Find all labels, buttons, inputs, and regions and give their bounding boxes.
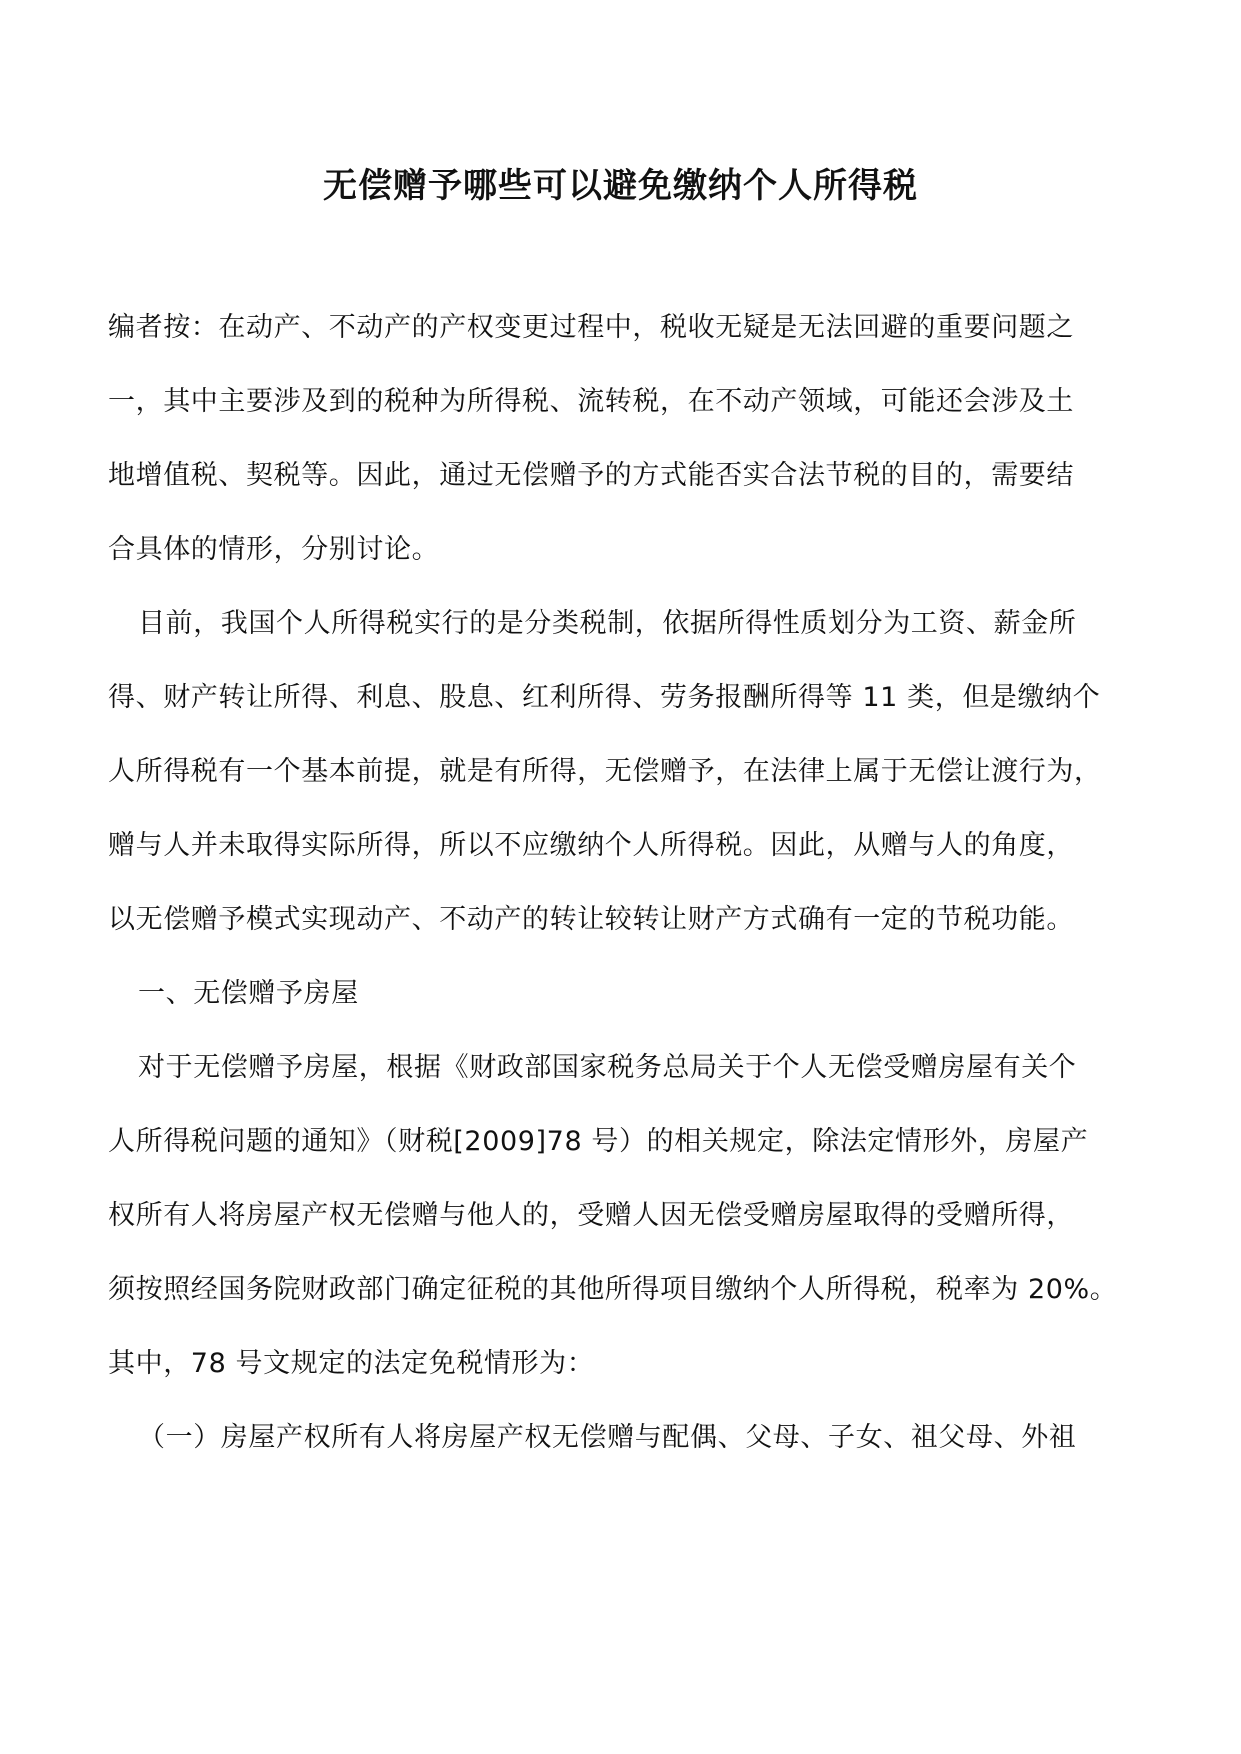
paragraph-line: 其中，78 号文规定的法定免税情形为：	[108, 1348, 595, 1379]
paragraph-line: 合具体的情形，分别讨论。	[108, 534, 440, 565]
paragraph-line: 得、财产转让所得、利息、股息、红利所得、劳务报酬所得等 11 类，但是缴纳个	[108, 682, 1101, 713]
paragraph-line: 一，其中主要涉及到的税种为所得税、流转税，在不动产领域，可能还会涉及土	[108, 386, 1074, 417]
paragraph-line: 赠与人并未取得实际所得，所以不应缴纳个人所得税。因此，从赠与人的角度，	[108, 830, 1074, 861]
paragraph-line: 目前，我国个人所得税实行的是分类税制，依据所得性质划分为工资、薪金所	[138, 608, 1077, 639]
paragraph-line: 权所有人将房屋产权无偿赠与他人的，受赠人因无偿受赠房屋取得的受赠所得，	[108, 1200, 1074, 1231]
paragraph-line: 对于无偿赠予房屋，根据《财政部国家税务总局关于个人无偿受赠房屋有关个	[138, 1052, 1077, 1083]
section-heading: 一、无偿赠予房屋	[138, 978, 359, 1009]
paragraph-line: 人所得税有一个基本前提，就是有所得，无偿赠予，在法律上属于无偿让渡行为，	[108, 756, 1102, 787]
paragraph-line: 地增值税、契税等。因此，通过无偿赠予的方式能否实合法节税的目的，需要结	[108, 460, 1074, 491]
paragraph-line: 须按照经国务院财政部门确定征税的其他所得项目缴纳个人所得税，税率为 20%。	[108, 1274, 1118, 1305]
document-title: 无偿赠予哪些可以避免缴纳个人所得税	[323, 166, 918, 206]
paragraph-line: （一）房屋产权所有人将房屋产权无偿赠与配偶、父母、子女、祖父母、外祖	[138, 1422, 1077, 1453]
paragraph-line: 编者按：在动产、不动产的产权变更过程中，税收无疑是无法回避的重要问题之	[108, 312, 1074, 343]
paragraph-line: 人所得税问题的通知》（财税[2009]78 号）的相关规定，除法定情形外，房屋产	[108, 1126, 1089, 1157]
paragraph-line: 以无偿赠予模式实现动产、不动产的转让较转让财产方式确有一定的节税功能。	[108, 904, 1074, 935]
